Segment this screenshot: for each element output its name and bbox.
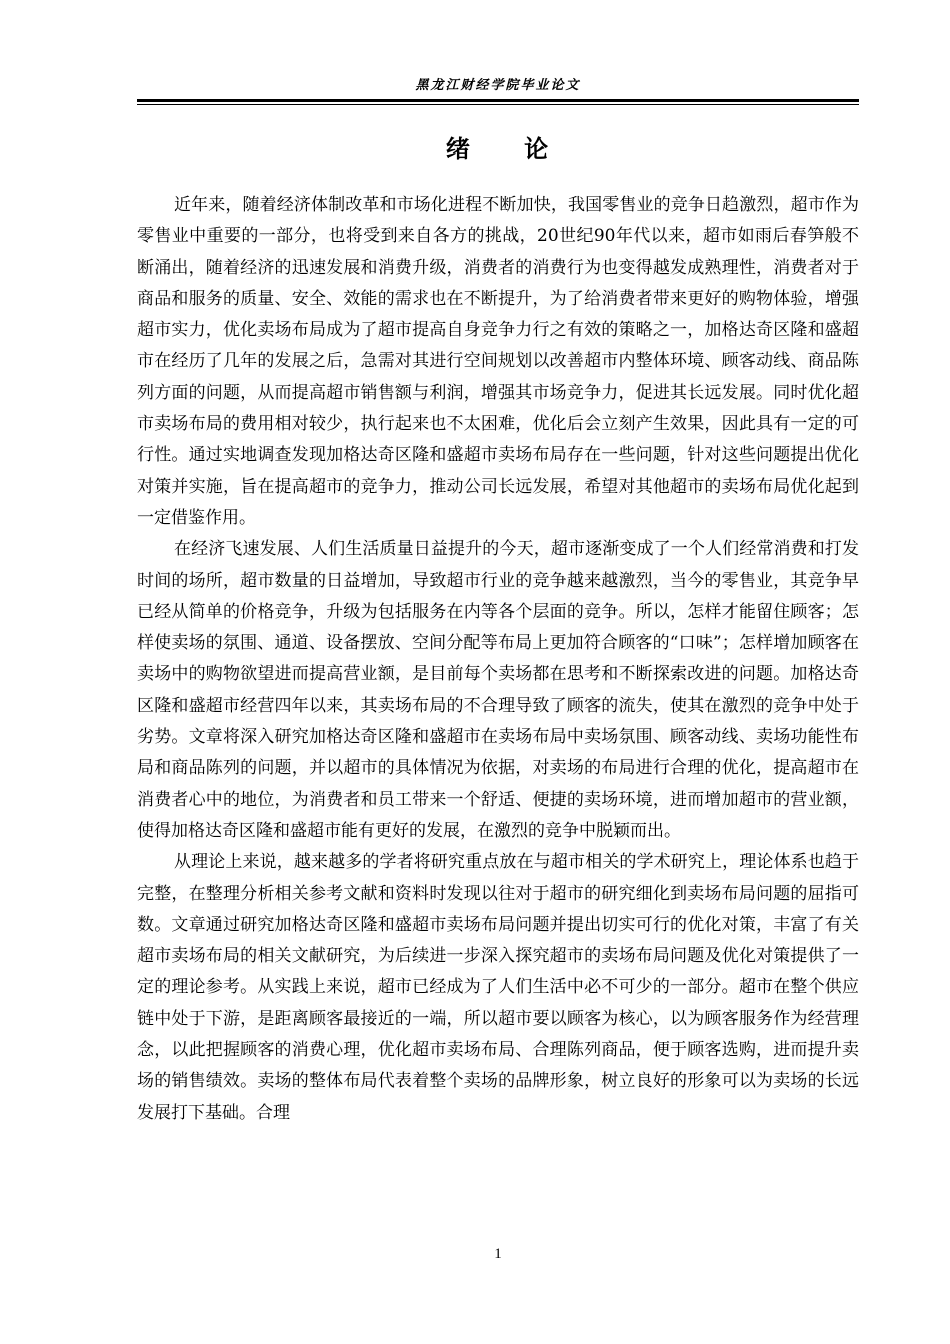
paragraph-2: 在经济飞速发展、人们生活质量日益提升的今天，超市逐渐变成了一个人们经常消费和打发时间的场所，超市数量的日益增加，导致超市行业的竞争越来越激烈，当今的零售业，其竞争早已经从简单的价格竞争，升级为包括服务在内等各个层面的竞争。所以，怎样才能留住顾客；怎样使卖场的氛围、通道、设备摆放、空间分配等布局上更加符合顾客的“口味”；怎样增加顾客在卖场中的购物欲望进而提高营业额，是目前每个卖场都在思考和不断探索改进的问题。加格达奇区隆和盛超市经营四年以来，其卖场布局的不合理导致了顾客的流失，使其在激烈的竞争中处于劣势。文章将深入研究加格达奇区隆和盛超市在卖场布局中卖场氛围、顾客动线、卖场功能性布局和商品陈列的问题，并以超市的具体情况为依据，对卖场的布局进行合理的优化，提高超市在消费者心中的地位，为消费者和员工带来一个舒适、便捷的卖场环境，进而增加超市的营业额，使得加格达奇区隆和盛超市能有更好的发展，在激烈的竞争中脱颖而出。 — [137, 539, 859, 841]
running-header: 黑龙江财经学院毕业论文 — [415, 78, 581, 93]
header-rule-thick — [137, 99, 859, 102]
page-number: 1 — [494, 1246, 502, 1262]
body-text — [137, 190, 859, 1129]
paragraph-1: 近年来，随着经济体制改革和市场化进程不断加快，我国零售业的竞争日趋激烈，超市作为零售业中重要的一部分，也将受到来自各方的挑战，20世纪90年代以来，超市如雨后春笋般不断涌出，随着经济的迅速发展和消费升级，消费者的消费行为也变得越发成熟理性，消费者对于商品和服务的质量、安全、效能的需求也在不断提升，为了给消费者带来更好的购物体验，增强超市实力，优化卖场布局成为了超市提高自身竞争力行之有效的策略之一，加格达奇区隆和盛超市在经历了几年的发展之后，急需对其进行空间规划以改善超市内整体环境、顾客动线、商品陈列方面的问题，从而提高超市销售额与利润，增强其市场竞争力，促进其长远发展。同时优化超市卖场布局的费用相对较少，执行起来也不太困难，优化后会立刻产生效果，因此具有一定的可行性。通过实地调查发现加格达奇区隆和盛超市卖场布局存在一些问题，针对这些问题提出优化对策并实施，旨在提高超市的竞争力，推动公司长远发展，希望对其他超市的卖场布局优化起到一定借鉴作用。 — [137, 195, 859, 528]
header-rule-thin — [137, 104, 859, 105]
chapter-title: 绪 论 — [445, 135, 551, 163]
paragraph-3: 从理论上来说，越来越多的学者将研究重点放在与超市相关的学术研究上，理论体系也趋于完整，在整理分析相关参考文献和资料时发现以往对于超市的研究细化到卖场布局问题的屈指可数。文章通过研究加格达奇区隆和盛超市卖场布局问题并提出切实可行的优化对策，丰富了有关超市卖场布局的相关文献研究，为后续进一步深入探究超市的卖场布局问题及优化对策提供了一定的理论参考。从实践上来说，超市已经成为了人们生活中必不可少的一部分。超市在整个供应链中处于下游，是距离顾客最接近的一端，所以超市要以顾客为核心，以为顾客服务作为经营理念，以此把握顾客的消费心理，优化超市卖场布局、合理陈列商品，便于顾客选购，进而提升卖场的销售绩效。卖场的整体布局代表着整个卖场的品牌形象，树立良好的形象可以为卖场的长远发展打下基础。合理 — [137, 852, 859, 1123]
